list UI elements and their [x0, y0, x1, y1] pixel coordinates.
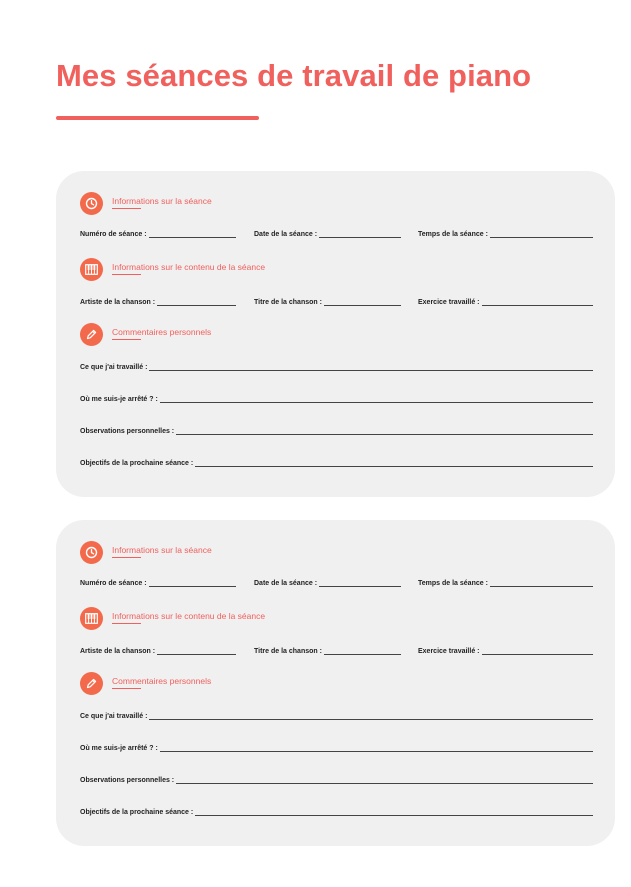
field-line[interactable] [490, 229, 593, 238]
comment-row [80, 804, 593, 816]
field-line[interactable] [149, 711, 593, 720]
field-line[interactable] [176, 775, 593, 784]
section-content-info [80, 607, 380, 631]
section-underline [112, 623, 141, 624]
section-label: Informations sur le contenu de la séance [112, 611, 266, 621]
field-song-title[interactable] [254, 294, 401, 306]
field-label: Date de la séance : [254, 580, 318, 587]
field-worked-on[interactable] [80, 359, 593, 371]
field-observations[interactable] [80, 423, 593, 435]
section-underline [112, 339, 141, 340]
field-line[interactable] [176, 426, 593, 435]
field-session-time[interactable] [418, 226, 593, 238]
section-label: Commentaires personnels [112, 327, 212, 337]
session-card [56, 171, 615, 497]
section-label: Informations sur la séance [112, 196, 212, 206]
field-line[interactable] [482, 297, 594, 306]
section-underline [112, 688, 141, 689]
field-label: Temps de la séance : [418, 580, 488, 587]
field-label: Objectifs de la prochaine séance : [80, 809, 194, 816]
field-label: Date de la séance : [254, 231, 318, 238]
field-session-date[interactable] [254, 226, 401, 238]
field-label: Titre de la chanson : [254, 299, 322, 306]
field-line[interactable] [195, 458, 593, 467]
field-label: Ce que j'ai travaillé : [80, 364, 148, 371]
comment-row [80, 359, 593, 371]
field-line[interactable] [160, 743, 593, 752]
field-stopped-at[interactable] [80, 391, 593, 403]
piano-icon [80, 258, 103, 281]
field-label: Où me suis-je arrêté ? : [80, 396, 158, 403]
section-underline [112, 208, 141, 209]
field-next-objectives[interactable] [80, 455, 593, 467]
field-line[interactable] [319, 578, 401, 587]
field-line[interactable] [160, 394, 593, 403]
field-label: Exercice travaillé : [418, 299, 480, 306]
field-label: Artiste de la chanson : [80, 299, 156, 306]
field-session-number[interactable] [80, 226, 236, 238]
field-label: Objectifs de la prochaine séance : [80, 460, 194, 467]
field-stopped-at[interactable] [80, 740, 593, 752]
field-observations[interactable] [80, 772, 593, 784]
field-label: Ce que j'ai travaillé : [80, 713, 148, 720]
piano-icon [80, 607, 103, 630]
field-session-time[interactable] [418, 575, 593, 587]
page-title: Mes séances de travail de piano [56, 58, 532, 93]
comment-row [80, 391, 593, 403]
section-content-info [80, 258, 380, 282]
field-song-title[interactable] [254, 643, 401, 655]
section-label: Commentaires personnels [112, 676, 212, 686]
field-line[interactable] [149, 362, 593, 371]
section-comments [80, 323, 380, 347]
section-session-info [80, 192, 380, 216]
field-song-artist[interactable] [80, 643, 236, 655]
section-session-info [80, 541, 380, 565]
field-line[interactable] [324, 297, 401, 306]
field-line[interactable] [482, 646, 594, 655]
field-label: Observations personnelles : [80, 428, 175, 435]
session-info-row [80, 226, 593, 238]
field-exercise[interactable] [418, 294, 593, 306]
comment-row [80, 708, 593, 720]
field-song-artist[interactable] [80, 294, 236, 306]
field-worked-on[interactable] [80, 708, 593, 720]
clock-icon [80, 541, 103, 564]
clock-icon [80, 192, 103, 215]
pencil-icon [80, 672, 103, 695]
field-label: Exercice travaillé : [418, 648, 480, 655]
field-label: Temps de la séance : [418, 231, 488, 238]
field-label: Numéro de séance : [80, 231, 147, 238]
field-session-date[interactable] [254, 575, 401, 587]
section-label: Informations sur le contenu de la séance [112, 262, 266, 272]
field-line[interactable] [157, 297, 236, 306]
session-card [56, 520, 615, 846]
field-line[interactable] [149, 229, 236, 238]
field-line[interactable] [157, 646, 236, 655]
comment-row [80, 423, 593, 435]
field-line[interactable] [324, 646, 401, 655]
section-underline [112, 557, 141, 558]
field-label: Titre de la chanson : [254, 648, 322, 655]
field-session-number[interactable] [80, 575, 236, 587]
section-label: Informations sur la séance [112, 545, 212, 555]
title-underline [56, 116, 259, 120]
field-exercise[interactable] [418, 643, 593, 655]
field-next-objectives[interactable] [80, 804, 593, 816]
field-label: Où me suis-je arrêté ? : [80, 745, 158, 752]
section-comments [80, 672, 380, 696]
field-label: Numéro de séance : [80, 580, 147, 587]
field-label: Artiste de la chanson : [80, 648, 156, 655]
field-label: Observations personnelles : [80, 777, 175, 784]
field-line[interactable] [490, 578, 593, 587]
content-info-row [80, 643, 593, 655]
comment-row [80, 455, 593, 467]
session-info-row [80, 575, 593, 587]
content-info-row [80, 294, 593, 306]
comment-row [80, 740, 593, 752]
field-line[interactable] [149, 578, 236, 587]
comment-row [80, 772, 593, 784]
field-line[interactable] [195, 807, 593, 816]
section-underline [112, 274, 141, 275]
field-line[interactable] [319, 229, 401, 238]
pencil-icon [80, 323, 103, 346]
